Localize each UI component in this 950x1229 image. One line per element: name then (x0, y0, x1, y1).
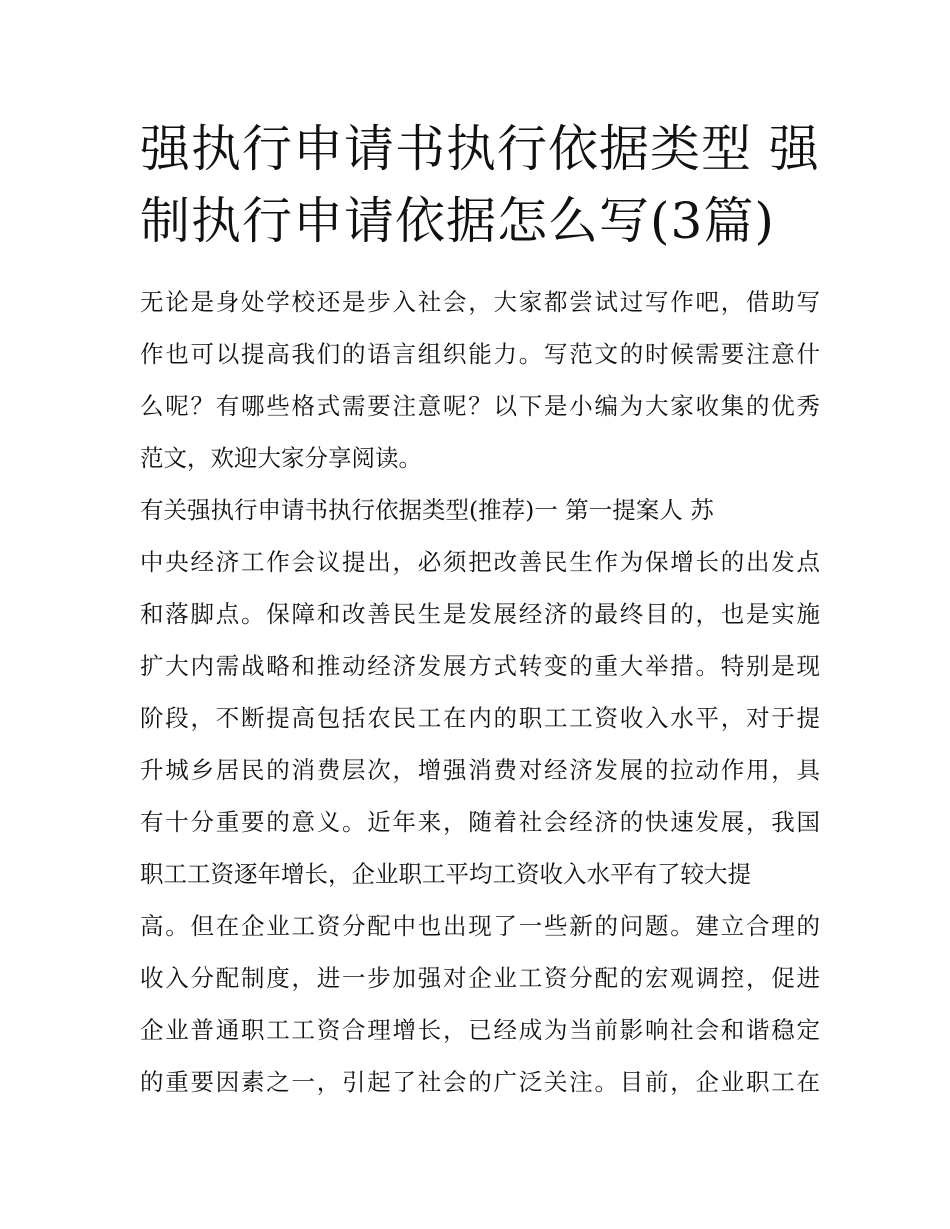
paragraph-line-13: 高。但在企业工资分配中也出现了一些新的问题。建立合理的 (140, 912, 820, 940)
paragraph-line-11: 有十分重要的意义。近年来，随着社会经济的快速发展，我国 (140, 808, 820, 836)
paragraph-line-10: 升城乡居民的消费层次，增强消费对经济发展的拉动作用，具 (140, 756, 820, 784)
paragraph-line-5: 有关强执行申请书执行依据类型(推荐)一 第一提案人 苏 (140, 496, 714, 524)
paragraph-line-12: 职工工资逐年增长，企业职工平均工资收入水平有了较大提 (140, 860, 751, 888)
title-line-2: 制执行申请依据怎么写(3篇) (140, 192, 775, 250)
paragraph-line-8: 扩大内需战略和推动经济发展方式转变的重大举措。特别是现 (140, 652, 820, 680)
paragraph-line-1: 无论是身处学校还是步入社会，大家都尝试过写作吧，借助写 (140, 288, 820, 316)
document-body (140, 282, 820, 1114)
paragraph-line-7: 和落脚点。保障和改善民生是发展经济的最终目的，也是实施 (140, 600, 820, 628)
title-line-1: 强执行申请书执行依据类型 强 (140, 120, 820, 178)
paragraph-line-3: 么呢？有哪些格式需要注意呢？以下是小编为大家收集的优秀 (140, 392, 820, 420)
paragraph-line-4: 范文，欢迎大家分享阅读。 (140, 444, 422, 472)
paragraph-line-16: 的重要因素之一，引起了社会的广泛关注。目前，企业职工在 (140, 1068, 820, 1096)
paragraph-line-15: 企业普通职工工资合理增长，已经成为当前影响社会和谐稳定 (140, 1016, 820, 1044)
paragraph-line-6: 中央经济工作会议提出，必须把改善民生作为保增长的出发点 (140, 548, 820, 576)
paragraph-line-2: 作也可以提高我们的语言组织能力。写范文的时候需要注意什 (140, 340, 820, 368)
paragraph-line-14: 收入分配制度，进一步加强对企业工资分配的宏观调控，促进 (140, 964, 820, 992)
paragraph-line-9: 阶段，不断提高包括农民工在内的职工工资收入水平，对于提 (140, 704, 820, 732)
document-title (140, 113, 820, 257)
